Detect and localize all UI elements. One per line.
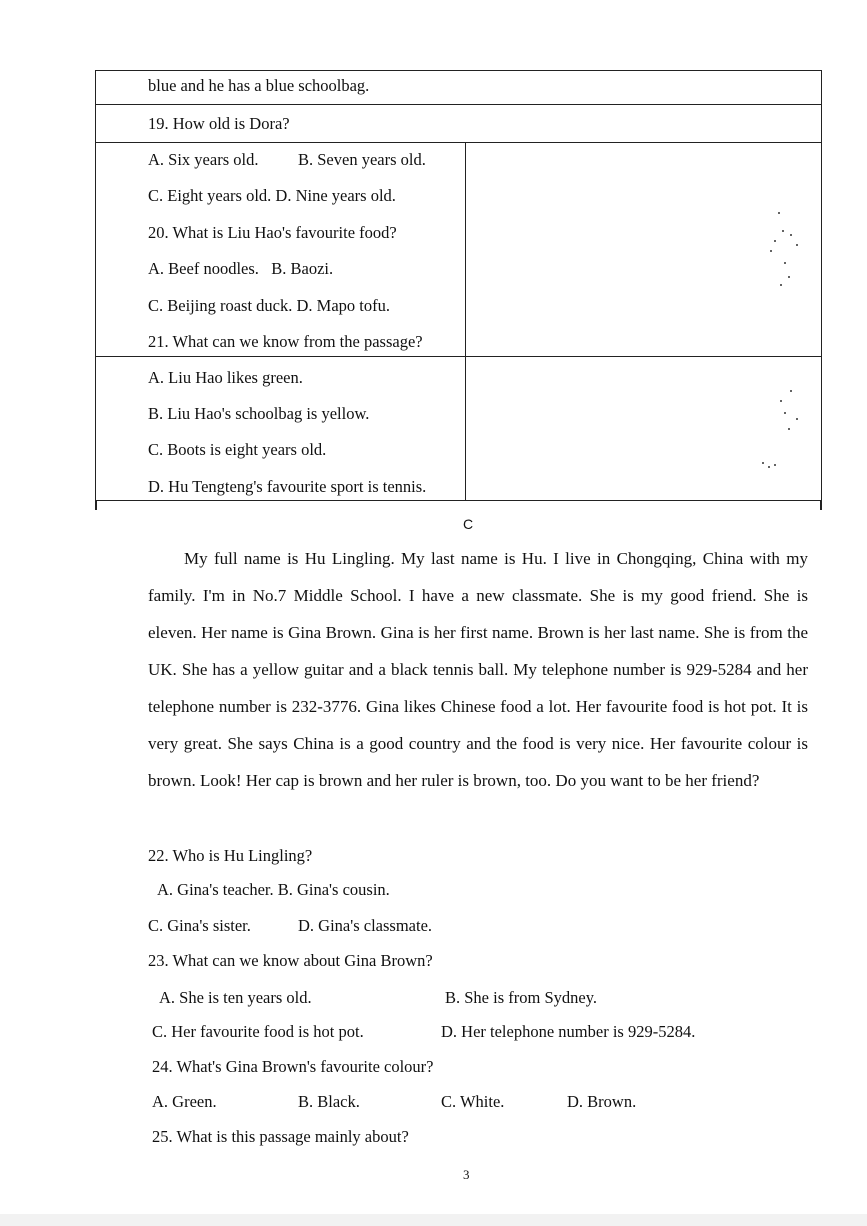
q19-options-cd: C. Eight years old. D. Nine years old. [148, 186, 396, 205]
q20-options-ab: A. Beef noodles. B. Baozi. [148, 259, 334, 278]
question-21: 21. What can we know from the passage? [148, 332, 423, 351]
question-24: 24. What's Gina Brown's favourite colour? [152, 1057, 434, 1076]
scan-specks-2 [750, 388, 810, 478]
q24-option-d: D. Brown. [567, 1092, 637, 1111]
q19-option-b: B. Seven years old. [298, 150, 426, 169]
q24-option-a: A. Green. [152, 1092, 217, 1111]
q21-option-b: B. Liu Hao's schoolbag is yellow. [148, 404, 370, 423]
q21-option-c: C. Boots is eight years old. [148, 440, 327, 459]
scan-specks-1 [760, 210, 820, 300]
table-row-top-text: blue and he has a blue schoolbag. [148, 76, 370, 95]
q22-options-ab: A. Gina's teacher. B. Gina's cousin. [157, 880, 390, 899]
q24-option-b: B. Black. [298, 1092, 360, 1111]
q19-option-a: A. Six years old. [148, 150, 259, 169]
table-bottom-tick-left [95, 500, 97, 510]
q20-options-cd: C. Beijing roast duck. D. Mapo tofu. [148, 296, 390, 315]
q24-option-c: C. White. [441, 1092, 505, 1111]
question-19: 19. How old is Dora? [148, 114, 290, 133]
q23-option-b: B. She is from Sydney. [445, 988, 598, 1007]
q22-option-c: C. Gina's sister. [148, 916, 251, 935]
q21-option-d: D. Hu Tengteng's favourite sport is tennis. [148, 477, 427, 496]
question-23: 23. What can we know about Gina Brown? [148, 951, 433, 970]
section-label: C [463, 516, 474, 532]
passage [148, 540, 808, 799]
question-25: 25. What is this passage mainly about? [152, 1127, 409, 1146]
q23-option-a: A. She is ten years old. [159, 988, 312, 1007]
table-bottom-tick-right [820, 500, 822, 510]
question-20: 20. What is Liu Hao's favourite food? [148, 223, 397, 242]
page-bottom-edge [0, 1214, 867, 1226]
q22-option-d: D. Gina's classmate. [298, 916, 433, 935]
q23-option-c: C. Her favourite food is hot pot. [152, 1022, 364, 1041]
question-22: 22. Who is Hu Lingling? [148, 846, 313, 865]
table-cell-left-1 [95, 142, 466, 357]
page-number: 3 [463, 1167, 470, 1182]
q21-option-a: A. Liu Hao likes green. [148, 368, 303, 387]
q23-option-d: D. Her telephone number is 929-5284. [441, 1022, 696, 1041]
passage-text: My full name is Hu Lingling. My last name is Hu. I live in Chongqing, China with my family. I'm in No.7 Middle School. I have a new classmate. She is my good friend. She is eleven. Her name is Gina Brown. Gina is her first name. Brown is her last name. She is from the UK. She has a yellow guitar and a black tennis ball. My telephone number is 929-5284 and her telephone number is 232-3776. Gina likes Chinese food a lot. Her favourite food is hot pot. It is very great. She says China is a good country and the food is very nice. Her favourite colour is brown. Look! Her cap is brown and her ruler is brown, too. Do you want to be her friend? [148, 549, 808, 790]
